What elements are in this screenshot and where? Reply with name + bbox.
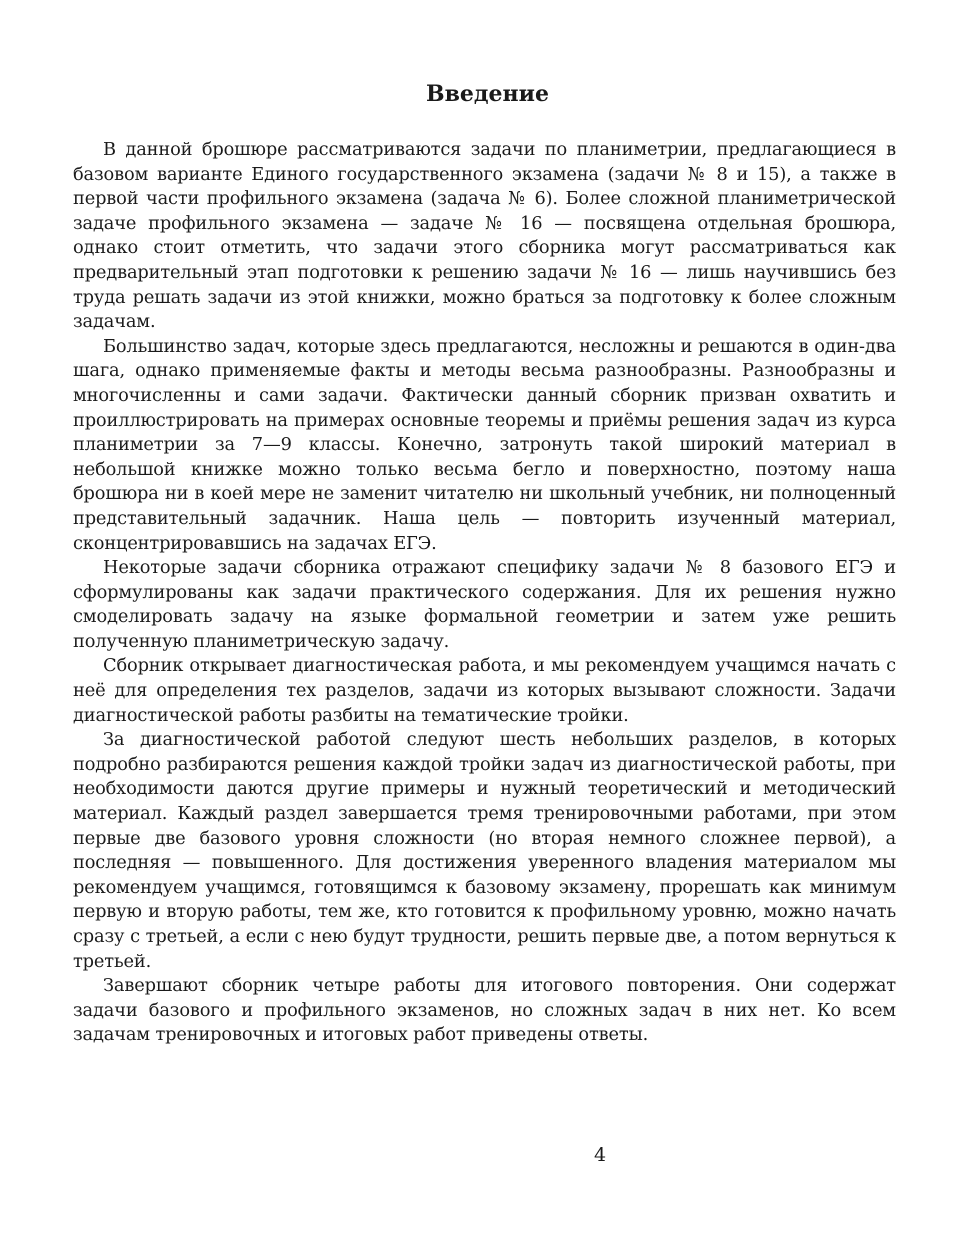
paragraph-3: Некоторые задачи сборника отражают специфику задачи № 8 базового ЕГЭ и сформулированы как задачи практического содержания. Для их решения нужно смоделировать задачу на языке формальной геометрии и затем уже решить полученную планиметрическую задачу. [73, 557, 896, 652]
page-number: 4 [593, 1144, 607, 1166]
paragraph-5: За диагностической работой следуют шесть небольших разделов, в которых подробно разбираются решения каждой тройки задач из диагностической работы, при необходимости даются другие примеры и нужный теоретический и методический материал. Каждый раздел завершается тремя тренировочными работами, при этом первые две базового уровня сложности (но вторая немного сложнее первой), а последняя — повышенного. Для достижения уверенного владения материалом мы рекомендуем учащимся, готовящимся к базовому экзамену, прорешать как минимум первую и вторую работы, тем же, кто готовится к профильному уровню, можно начать сразу с третьей, а если с нею будут трудности, решить первые две, а потом вернуться к третьей. [73, 729, 896, 972]
paragraph-1: В данной брошюре рассматриваются задачи по планиметрии, предлагающиеся в базовом варианте Единого государственного экзамена (задачи № 8 и 15), а также в первой части профильного экзамена (задача № 6). Более сложной планиметрической задаче профильного экзамена — задаче № 16 — посвящена отдельная брошюра, однако стоит отметить, что задачи этого сборника могут рассматриваться как предварительный этап подготовки к решению задачи № 16 — лишь научившись без труда решать задачи из этой книжки, можно браться за подготовку к более сложным задачам. [73, 139, 896, 333]
paragraph-2: Большинство задач, которые здесь предлагаются, несложны и решаются в один-два шага, однако применяемые факты и методы весьма разнообразны. Разнообразны и многочисленны и сами задачи. Фактически данный сборник призван охватить и проиллюстрировать на примерах основные теоремы и приёмы решения задач из курса планиметрии за 7—9 классы. Конечно, затронуть такой широкий материал в небольшой книжке можно только весьма бегло и поверхностно, поэтому наша брошюра ни в коей мере не заменит читателю ни школьный учебник, ни полноценный представительный задачник. Наша цель — повторить изученный материал, сконцентрировавшись на задачах ЕГЭ. [73, 335, 896, 554]
page-title: Введение [426, 81, 549, 107]
body-text [73, 138, 896, 1048]
paragraph-6: Завершают сборник четыре работы для итогового повторения. Они содержат задачи базового и профильного экзаменов, но сложных задач в них нет. Ко всем задачам тренировочных и итоговых работ приведены ответы. [73, 975, 896, 1046]
paragraph-4: Сборник открывает диагностическая работа, и мы рекомендуем учащимся начать с неё для определения тех разделов, задачи из которых вызывают сложности. Задачи диагностической работы разбиты на тематические тройки. [73, 655, 896, 726]
